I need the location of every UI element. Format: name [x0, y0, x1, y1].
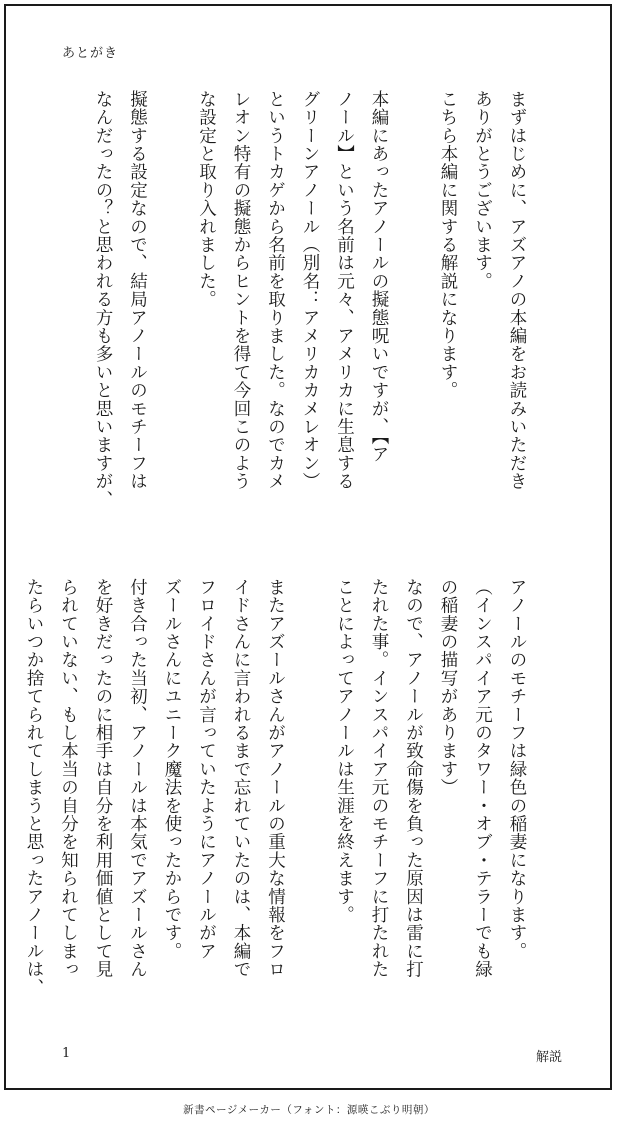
text-line: 付き合った当初、アノールは本気でアズールさん	[127, 578, 148, 979]
text-line: （インスパイア元のタワー・オブ・テラーでも緑	[472, 578, 493, 979]
text-line: アノールのモチーフは緑色の稲妻になります。	[507, 578, 527, 961]
text-line: こちら本編に関する解説になります。	[438, 90, 458, 400]
text-line: またアズールさんがアノールの重大な情報をフロ	[265, 578, 286, 979]
text-line: なんだったの？と思われる方も多いと思いますが、	[93, 90, 113, 509]
text-line: ことによってアノールは生涯を終えます。	[334, 578, 355, 924]
text-line: レオン特有の擬態からヒントを得て今回このよう	[231, 90, 251, 491]
text-line: 本編にあったアノールの擬態呪いですが、【ア	[369, 90, 389, 464]
text-line: たらいつか捨てられてしまうと思ったアノールは、	[24, 578, 44, 997]
text-block-bottom	[17, 578, 535, 1038]
text-line: ありがとうございます。	[472, 90, 493, 291]
text-line: なので、アノールが致命傷を負った原因は雷に打	[403, 578, 424, 979]
section-label: 解説	[535, 1050, 562, 1065]
text-line: まずはじめに、アズアノの本編をお読みいただき	[507, 90, 527, 491]
text-line: の稲妻の描写があります）	[438, 578, 458, 797]
text-line: というトカゲから名前を取りました。なのでカメ	[265, 90, 286, 491]
footer-caption: 新書ページメーカー（フォント：源暎こぶり明朝）	[183, 1104, 435, 1116]
text-line: イドさんに言われるまで忘れていたのは、本編で	[231, 578, 251, 979]
text-line: ノール】という名前は元々、アメリカに生息する	[334, 90, 355, 491]
blank-line	[155, 90, 190, 550]
text-line: ズールさんにユニーク魔法を使ったからです。	[162, 578, 182, 961]
blank-line	[396, 90, 431, 550]
text-line: たれた事。インスパイア元のモチーフに打たれた	[369, 578, 389, 979]
text-line: られていない、もし本当の自分を知られてしまっ	[58, 578, 79, 979]
page-frame	[4, 4, 612, 1090]
text-line: グリーンアノール（別名：アメリカカメレオン）	[300, 90, 320, 491]
blank-line	[293, 578, 328, 1038]
page-number: 1	[62, 1046, 71, 1061]
text-block-top	[86, 90, 535, 550]
text-line: フロイドさんが言っていたようにアノールがア	[196, 578, 217, 961]
text-line: を好きだったのに相手は自分を利用価値として見	[93, 578, 113, 979]
text-line: な設定と取り入れました。	[196, 90, 217, 309]
chapter-title: あとがき	[62, 46, 119, 61]
text-line: 擬態する設定なので、結局アノールのモチーフは	[127, 90, 148, 491]
